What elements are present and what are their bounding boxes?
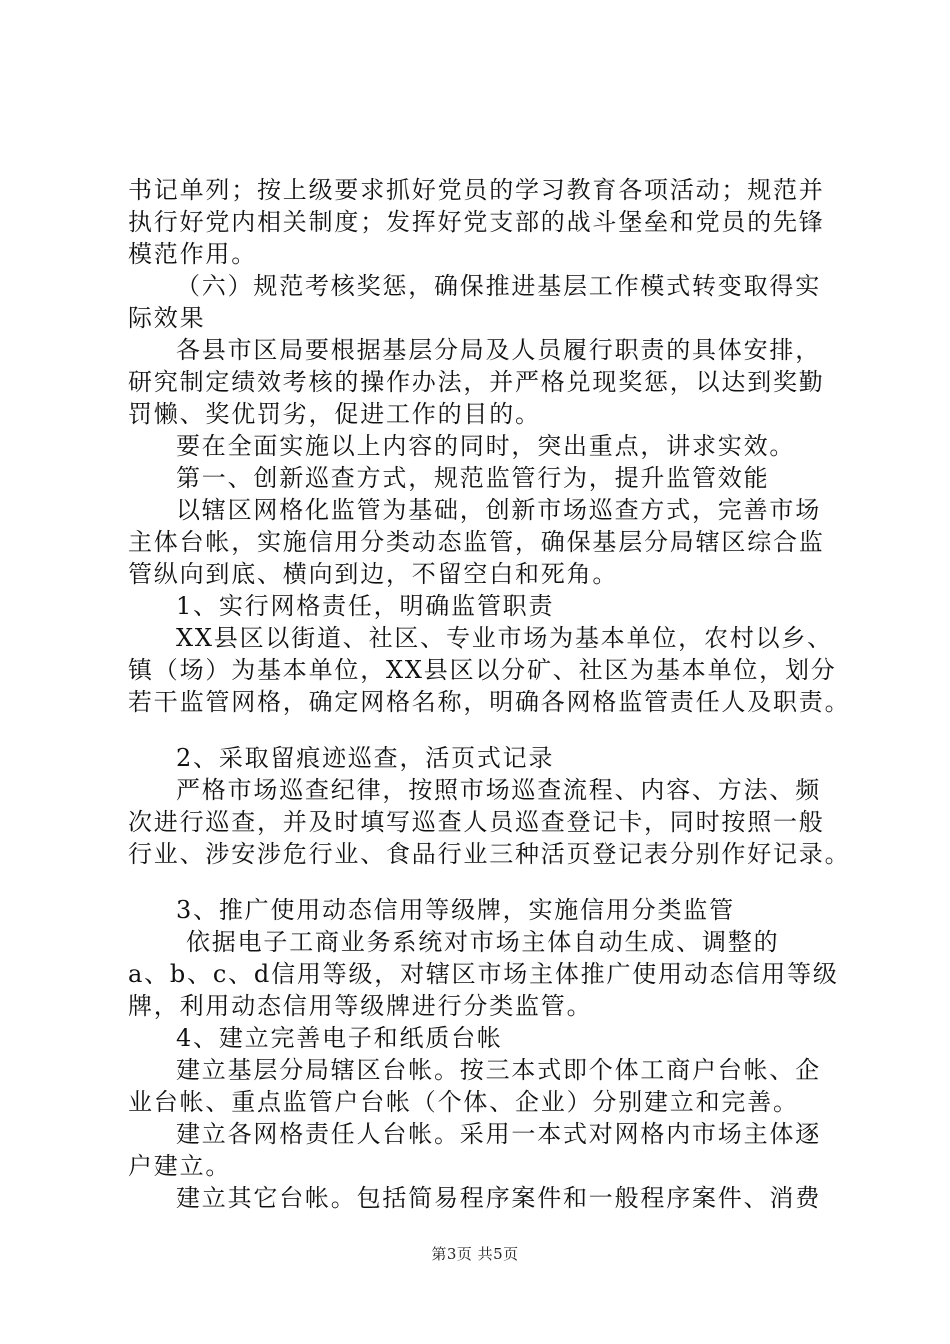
text-line: 模范作用。 bbox=[128, 240, 257, 268]
text-line: 建立基层分局辖区台帐。按三本式即个体工商户台帐、企 bbox=[176, 1056, 821, 1084]
section-heading: 第一、创新巡查方式，规范监管行为，提升监管效能 bbox=[176, 464, 770, 492]
text-line: 户建立。 bbox=[128, 1152, 232, 1180]
text-line: 以辖区网格化监管为基础，创新市场巡查方式，完善市场 bbox=[176, 496, 821, 524]
text-line: 各县市区局要根据基层分局及人员履行职责的具体安排， bbox=[176, 336, 821, 364]
text-line: 镇（场）为基本单位，XX县区以分矿、社区为基本单位，划分 bbox=[128, 656, 837, 684]
section-heading: （六）规范考核奖惩，确保推进基层工作模式转变取得实 bbox=[176, 272, 821, 300]
subsection-heading: 1、实行网格责任，明确监管职责 bbox=[176, 592, 555, 620]
subsection-heading: 3、推广使用动态信用等级牌，实施信用分类监管 bbox=[176, 896, 735, 924]
text-line: 书记单列；按上级要求抓好党员的学习教育各项活动；规范并 bbox=[128, 176, 825, 204]
subsection-heading: 4、建立完善电子和纸质台帐 bbox=[176, 1024, 503, 1052]
text-line: 严格市场巡查纪律，按照市场巡查流程、内容、方法、频 bbox=[176, 776, 821, 804]
text-line: 管纵向到底、横向到边，不留空白和死角。 bbox=[128, 560, 619, 588]
text-line: 主体台帐，实施信用分类动态监管，确保基层分局辖区综合监 bbox=[128, 528, 825, 556]
text-line: 要在全面实施以上内容的同时，突出重点，讲求实效。 bbox=[176, 432, 796, 460]
text-line: 罚懒、奖优罚劣，促进工作的目的。 bbox=[128, 400, 541, 428]
text-line: 执行好党内相关制度；发挥好党支部的战斗堡垒和党员的先锋 bbox=[128, 208, 825, 236]
text-line: 牌，利用动态信用等级牌进行分类监管。 bbox=[128, 992, 593, 1020]
text-line: 依据电子工商业务系统对市场主体自动生成、调整的 bbox=[186, 928, 780, 956]
text-line: 建立各网格责任人台帐。采用一本式对网格内市场主体逐 bbox=[176, 1120, 821, 1148]
text-line: 行业、涉安涉危行业、食品行业三种活页登记表分别作好记录。 bbox=[128, 840, 851, 868]
text-line: 建立其它台帐。包括简易程序案件和一般程序案件、消费 bbox=[176, 1184, 821, 1212]
page-number-footer: 第3页 共5页 bbox=[431, 1245, 519, 1263]
text-line: a、b、c、d信用等级，对辖区市场主体推广使用动态信用等级 bbox=[128, 960, 839, 988]
subsection-heading: 2、采取留痕迹巡查，活页式记录 bbox=[176, 744, 555, 772]
text-line: XX县区以街道、社区、专业市场为基本单位，农村以乡、 bbox=[176, 624, 833, 652]
text-line: 若干监管网格，确定网格名称，明确各网格监管责任人及职责。 bbox=[128, 688, 851, 716]
text-line: 际效果 bbox=[128, 304, 206, 332]
text-line: 业台帐、重点监管户台帐（个体、企业）分别建立和完善。 bbox=[128, 1088, 799, 1116]
text-line: 次进行巡查，并及时填写巡查人员巡查登记卡，同时按照一般 bbox=[128, 808, 825, 836]
text-line: 研究制定绩效考核的操作办法，并严格兑现奖惩，以达到奖勤 bbox=[128, 368, 825, 396]
